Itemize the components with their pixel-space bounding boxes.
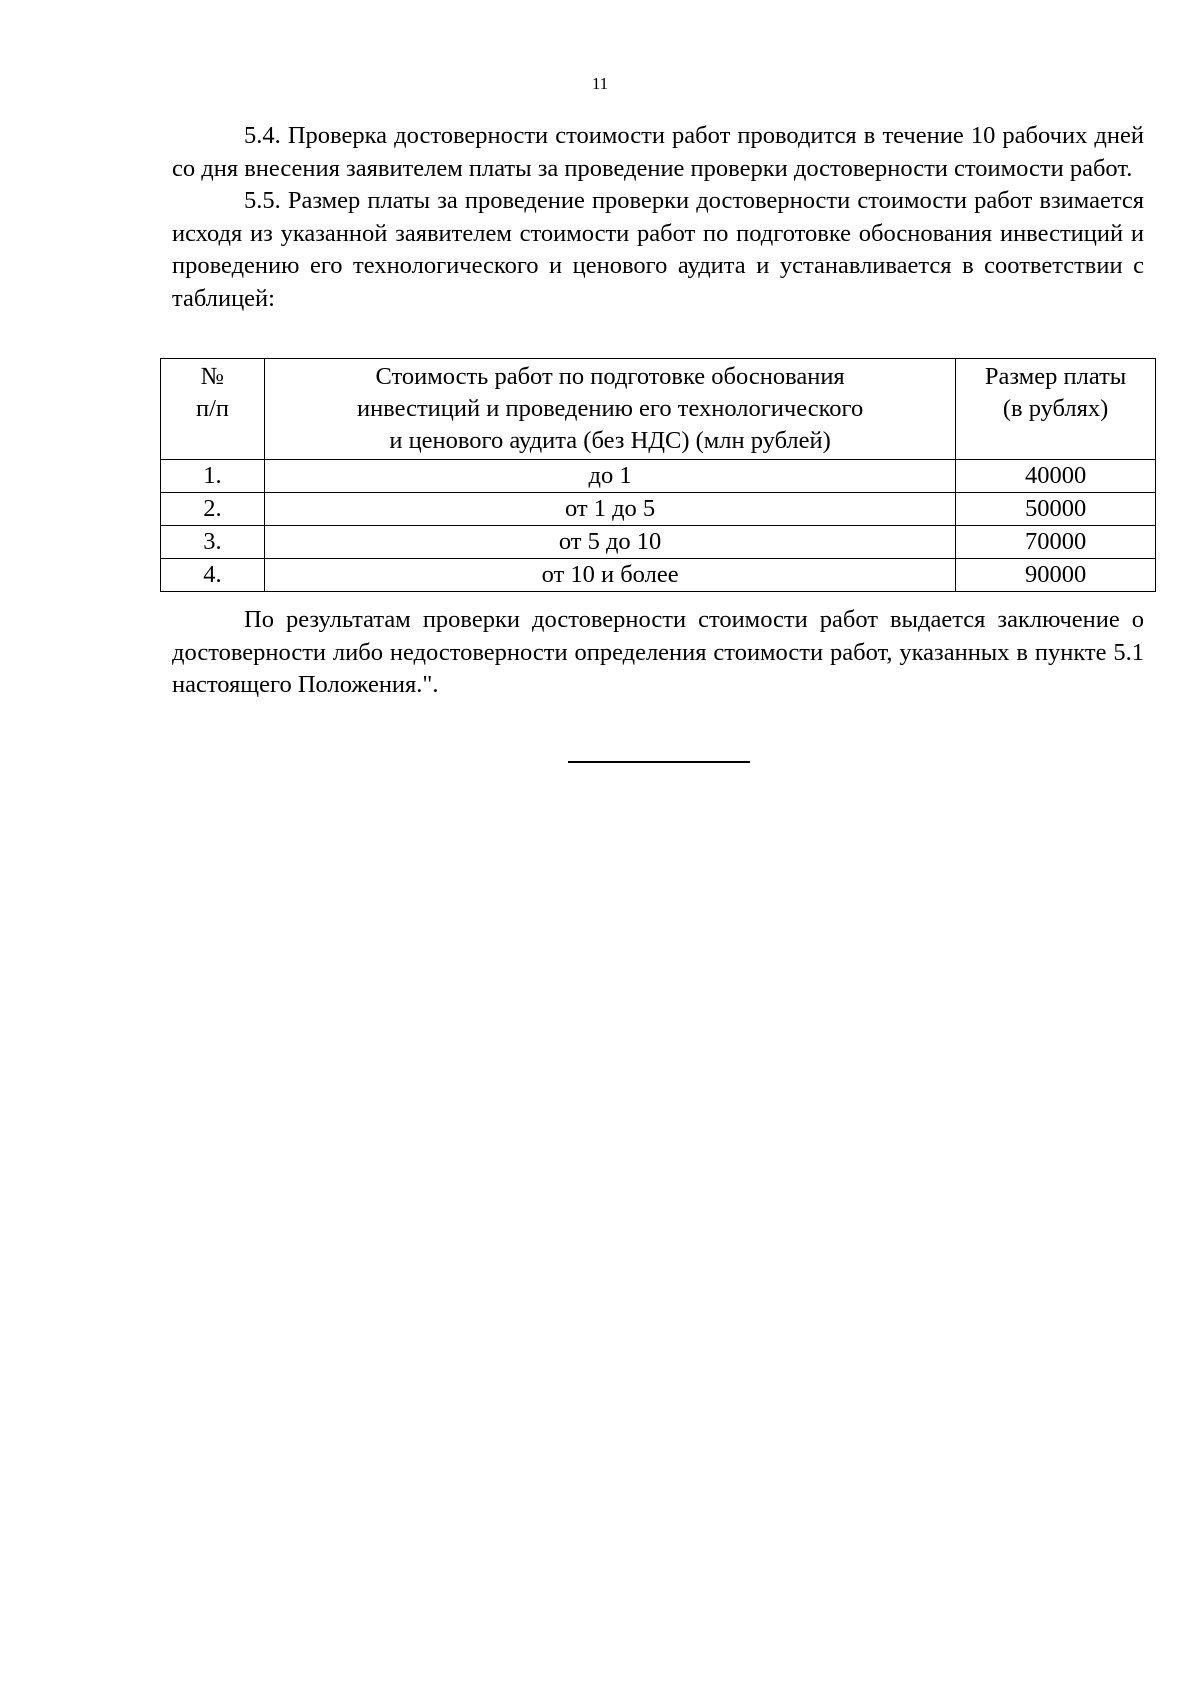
row-cost-range: от 5 до 10 xyxy=(264,526,955,559)
paragraph-5-4: 5.4. Проверка достоверности стоимости работ проводится в течение 10 рабочих дней со дня внесения заявителем платы за проведение проверки достоверности стоимости работ. xyxy=(172,122,1144,182)
page-number: 11 xyxy=(591,74,609,93)
table-row xyxy=(161,460,1156,493)
row-fee: 90000 xyxy=(956,559,1156,592)
row-fee: 70000 xyxy=(956,526,1156,559)
fee-table-body xyxy=(161,460,1156,592)
table-row xyxy=(161,559,1156,592)
header-cost-line3: и ценового аудита (без НДС) (млн рублей) xyxy=(389,427,831,454)
row-fee: 50000 xyxy=(956,493,1156,526)
row-number: 3. xyxy=(161,526,265,559)
table-row xyxy=(161,526,1156,559)
header-cost-line1: Стоимость работ по подготовке обоснования xyxy=(375,363,845,390)
closing-divider xyxy=(568,761,750,763)
document-body xyxy=(172,120,1144,315)
table-row xyxy=(161,493,1156,526)
row-cost-range: до 1 xyxy=(264,460,955,493)
header-fee-line2: (в рублях) xyxy=(1002,395,1109,422)
header-cost xyxy=(264,359,955,460)
row-number: 1. xyxy=(161,460,265,493)
table-header-row xyxy=(161,359,1156,460)
document-body-continued xyxy=(172,604,1144,702)
header-number-abbr: п/п xyxy=(195,395,229,422)
fee-table xyxy=(160,358,1156,592)
row-number: 4. xyxy=(161,559,265,592)
header-cost-line2: инвестиций и проведению его технологического xyxy=(356,395,864,422)
paragraph-result: По результатам проверки достоверности стоимости работ выдается заключение о достоверности либо недостоверности определения стоимости работ, указанных в пункте 5.1 настоящего Положения.". xyxy=(172,606,1144,698)
row-number: 2. xyxy=(161,493,265,526)
header-number-symbol: № xyxy=(200,363,225,390)
paragraph-5-5: 5.5. Размер платы за проведение проверки достоверности стоимости работ взимается исходя из указанной заявителем стоимости работ по подготовке обоснования инвестиций и проведению его технологического и ценового аудита и устанавливается в соответствии с таблицей: xyxy=(172,187,1144,312)
row-fee: 40000 xyxy=(956,460,1156,493)
fee-table-header xyxy=(161,359,1156,460)
header-fee xyxy=(956,359,1156,460)
header-fee-line1: Размер платы xyxy=(984,363,1127,390)
header-number xyxy=(161,359,265,460)
row-cost-range: от 1 до 5 xyxy=(264,493,955,526)
row-cost-range: от 10 и более xyxy=(264,559,955,592)
